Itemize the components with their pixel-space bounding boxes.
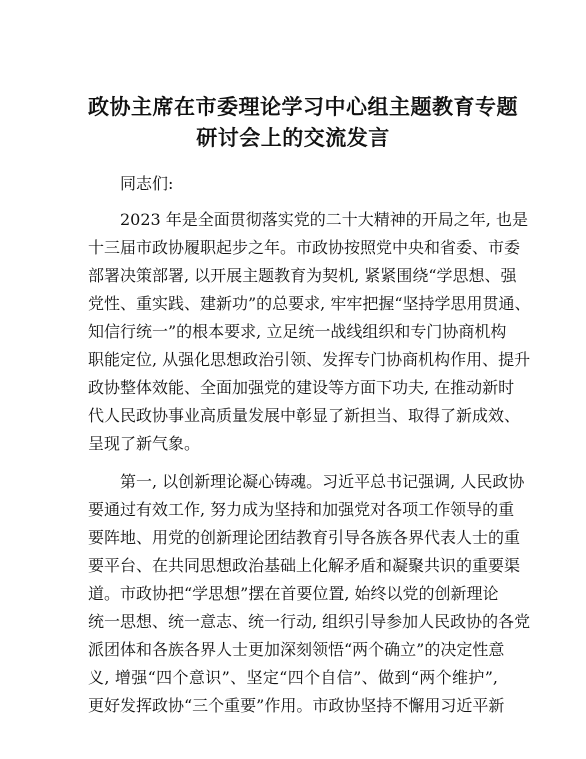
paragraph-2-line: 派团体和各族各界人士更加深刻领悟“两个确立”的决定性意: [88, 640, 505, 659]
paragraph-2-line: 统一思想、统一意志、统一行动, 组织引导参加人民政协的各党: [88, 612, 531, 631]
paragraph-2-line: 要阵地、用党的创新理论团结教育引导各族各界代表人士的重: [88, 528, 521, 547]
paragraph-2-line: 义, 增强“四个意识”、坚定“四个自信”、做到“两个维护”,: [88, 668, 498, 687]
paragraph-1-line: 职能定位, 从强化思想政治引领、发挥专门协商机构作用、提升: [88, 350, 531, 369]
paragraph-2-line: 道。市政协把“学思想”摆在首要位置, 始终以党的创新理论: [88, 584, 499, 603]
title-line-1: 政协主席在市委理论学习中心组主题教育专题: [88, 95, 518, 119]
paragraph-1-line: 政协整体效能、全面加强党的建设等方面下功夫, 在推动新时: [88, 378, 515, 397]
paragraph-1: [88, 206, 531, 458]
salutation: 同志们:: [120, 174, 174, 193]
paragraph-1-line: 部署决策部署, 以开展主题教育为契机, 紧紧围绕“学思想、强: [88, 266, 517, 285]
paragraph-2-line: 第一, 以创新理论凝心铸魂。习近平总书记强调, 人民政协: [120, 472, 525, 491]
paragraph-2-line: 要平台、在共同思想政治基础上化解矛盾和凝聚共识的重要渠: [88, 556, 521, 575]
paragraph-1-line: 十三届市政协履职起步之年。市政协按照党中央和省委、市委: [88, 238, 521, 257]
paragraph-1-line: 呈现了新气象。: [88, 434, 201, 453]
title-line-2: 研讨会上的交流发言: [196, 126, 390, 150]
paragraph-1-line: 代人民政协事业高质量发展中彰显了新担当、取得了新成效、: [88, 406, 521, 425]
paragraph-2-line: 要通过有效工作, 努力成为坚持和加强党对各项工作领导的重: [88, 500, 515, 519]
paragraph-2: [88, 468, 531, 720]
document-title: [88, 92, 518, 154]
paragraph-1-line: 2023 年是全面贯彻落实党的二十大精神的开局之年, 也是: [120, 210, 528, 229]
paragraph-1-line: 党性、重实践、建新功”的总要求, 牢牢把握“坚持学思用贯通、: [88, 294, 531, 313]
paragraph-1-line: 知信行统一”的根本要求, 立足统一战线组织和专门协商机构: [88, 322, 507, 341]
paragraph-2-line: 更好发挥政协“三个重要”作用。市政协坚持不懈用习近平新: [88, 696, 505, 715]
